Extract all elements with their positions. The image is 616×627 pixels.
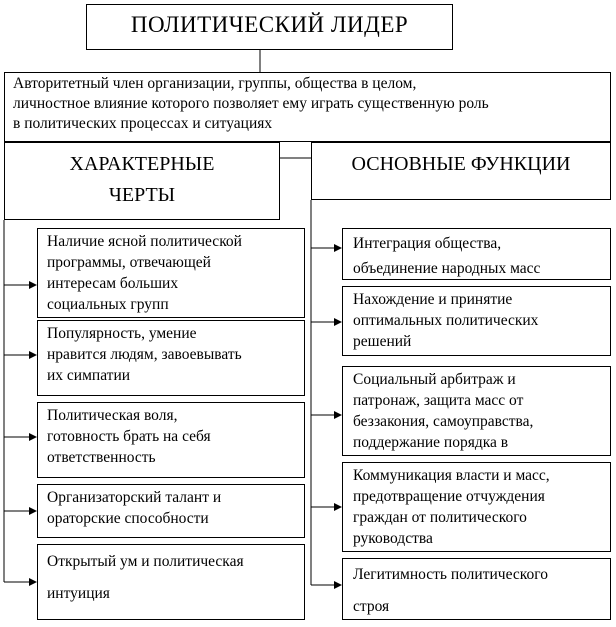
function-line: Легитимность политического (353, 566, 548, 583)
function-line: оптимальных политических (353, 312, 539, 329)
trait-box-popularity (37, 320, 305, 396)
definition-line: Авторитетный член организации, группы, общества в целом, (13, 75, 417, 92)
trait-line: ответственность (47, 449, 156, 466)
function-box-integration (342, 228, 611, 280)
trait-line: нравится людям, завоевывать (47, 346, 242, 363)
trait-line: программы, отвечающей (47, 254, 211, 271)
function-line: граждан от политического (353, 509, 527, 526)
function-line: беззакония, самоуправства, (353, 413, 534, 430)
trait-line: Популярность, умение (47, 325, 197, 342)
diagram-title: ПОЛИТИЧЕСКИЙ ЛИДЕР (86, 4, 453, 50)
characteristics-heading (4, 142, 280, 220)
function-line: Коммуникация власти и масс, (353, 467, 550, 484)
trait-line: ораторские способности (47, 510, 209, 527)
trait-line: Наличие ясной политической (47, 233, 242, 250)
trait-line: социальных групп (47, 296, 169, 313)
trait-line: Открытый ум и политическая (47, 553, 244, 570)
function-box-arbitration (342, 366, 611, 456)
characteristics-heading-line: ЧЕРТЫ (108, 184, 176, 206)
definition-line: в политических процессах и ситуациях (13, 115, 273, 132)
function-line: Социальный арбитраж и (353, 371, 516, 388)
trait-line: Политическая воля, (47, 407, 178, 424)
trait-box-talent (37, 484, 305, 538)
definition-box (4, 72, 611, 142)
definition-line: личностное влияние которого позволяет ему играть существенную роль (13, 95, 489, 112)
function-box-decisions (342, 286, 611, 356)
function-line: предотвращение отчуждения (353, 488, 545, 505)
trait-box-mind (37, 544, 305, 620)
trait-line: интересам больших (47, 275, 179, 292)
trait-line: Организаторский талант и (47, 489, 222, 506)
function-line: решений (353, 333, 412, 350)
function-line: патронаж, защита масс от (353, 392, 524, 409)
function-line: Интеграция общества, (353, 235, 502, 252)
function-line: Нахождение и принятие (353, 291, 513, 308)
function-box-legitimacy (342, 558, 611, 620)
function-line: объединение народных масс (353, 260, 541, 277)
function-line: руководства (353, 530, 433, 547)
function-box-communication (342, 462, 611, 552)
function-line: поддержание порядка в (353, 434, 509, 451)
trait-box-will (37, 402, 305, 478)
trait-line: интуиция (47, 585, 110, 602)
functions-heading: ОСНОВНЫЕ ФУНКЦИИ (311, 142, 611, 200)
trait-line: готовность брать на себя (47, 428, 211, 445)
trait-box-program (37, 228, 305, 318)
function-line: строя (353, 598, 390, 615)
characteristics-heading-line: ХАРАКТЕРНЫЕ (69, 153, 215, 175)
trait-line: их симпатии (47, 367, 131, 384)
